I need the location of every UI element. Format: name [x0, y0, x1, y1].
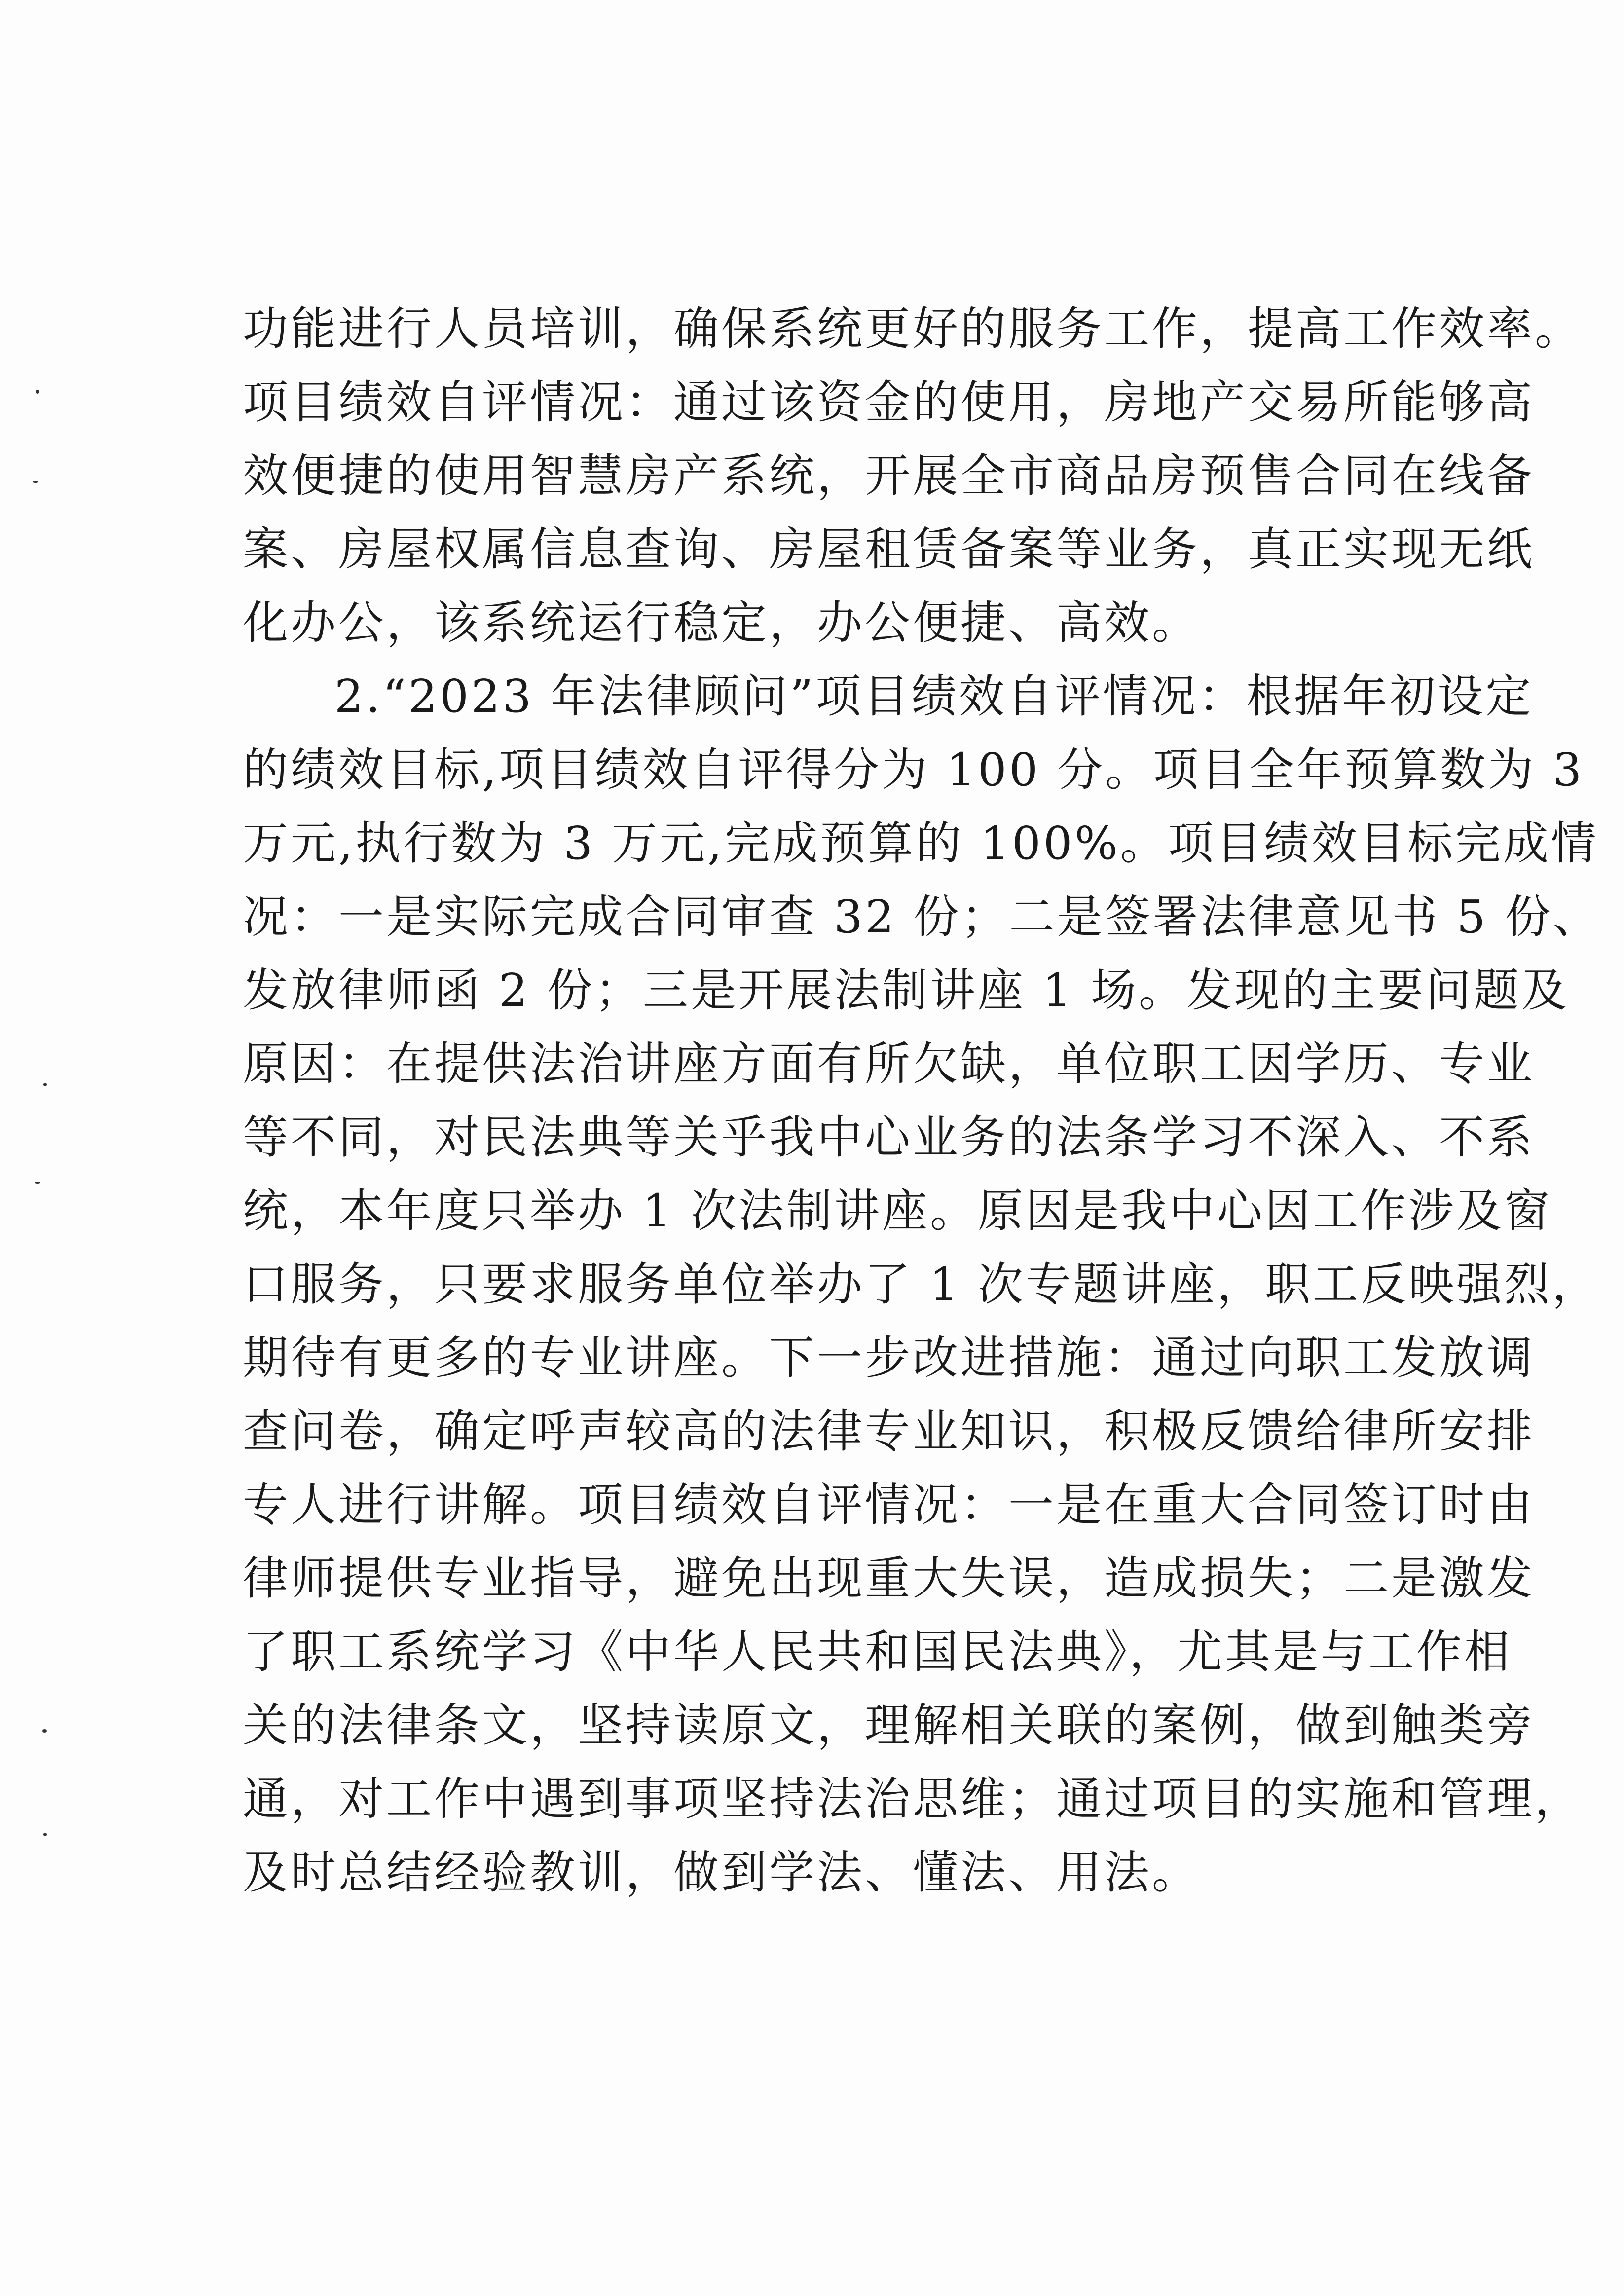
scan-speck — [36, 390, 39, 394]
text-line: 发放律师函 2 份；三是开展法制讲座 1 场。发现的主要问题及 — [243, 964, 1570, 1017]
scan-speck — [43, 1833, 47, 1836]
text-line: 等不同，对民法典等关乎我中心业务的法条学习不深入、不系 — [243, 1111, 1535, 1164]
text-line: 的绩效目标,项目绩效自评得分为 100 分。项目全年预算数为 3 — [243, 743, 1585, 796]
text-line: 案、房屋权属信息查询、房屋租赁备案等业务，真正实现无纸 — [243, 523, 1535, 576]
text-line: 通，对工作中遇到事项坚持法治思维；通过项目的实施和管理， — [243, 1773, 1583, 1825]
text-line: 查问卷，确定呼声较高的法律专业知识，积极反馈给律所安排 — [243, 1405, 1535, 1458]
text-line: 专人进行讲解。项目绩效自评情况：一是在重大合同签订时由 — [243, 1479, 1535, 1531]
text-line: 统，本年度只举办 1 次法制讲座。原因是我中心因工作涉及窗 — [243, 1185, 1552, 1237]
text-line: 期待有更多的专业讲座。下一步改进措施：通过向职工发放调 — [243, 1332, 1535, 1384]
text-line: 律师提供专业指导，避免出现重大失误，造成损失；二是激发 — [243, 1552, 1535, 1605]
paragraph-system-training — [243, 292, 1583, 660]
text-line: 原因：在提供法治讲座方面有所欠缺，单位职工因学历、专业 — [243, 1037, 1535, 1090]
text-line: 项目绩效自评情况：通过该资金的使用，房地产交易所能够高 — [243, 376, 1535, 429]
text-line: 口服务，只要求服务单位举办了 1 次专题讲座，职工反映强烈， — [243, 1258, 1600, 1311]
document-body — [243, 292, 1601, 1909]
text-line: 万元,执行数为 3 万元,完成预算的 100%。项目绩效目标完成情 — [243, 817, 1599, 870]
text-line: 了职工系统学习《中华人民共和国民法典》，尤其是与工作相 — [243, 1626, 1513, 1678]
scan-speck — [35, 1182, 40, 1184]
text-line: 及时总结经验教训，做到学法、懂法、用法。 — [243, 1846, 1200, 1899]
text-line: 况：一是实际完成合同审查 32 份；二是签署法律意见书 5 份、 — [243, 890, 1601, 943]
text-line: 2.“2023 年法律顾问”项目绩效自评情况：根据年初设定 — [334, 670, 1534, 723]
text-line: 功能进行人员培训，确保系统更好的服务工作，提高工作效率。 — [243, 302, 1583, 355]
scan-speck — [33, 481, 38, 483]
paragraph-legal-advisor — [243, 660, 1601, 1909]
text-line: 效便捷的使用智慧房产系统，开展全市商品房预售合同在线备 — [243, 449, 1535, 502]
text-line: 化办公，该系统运行稳定，办公便捷、高效。 — [243, 596, 1200, 649]
text-line: 关的法律条文，坚持读原文，理解相关联的案例，做到触类旁 — [243, 1699, 1535, 1752]
scan-speck — [42, 1729, 47, 1733]
scan-speck — [43, 1083, 47, 1086]
